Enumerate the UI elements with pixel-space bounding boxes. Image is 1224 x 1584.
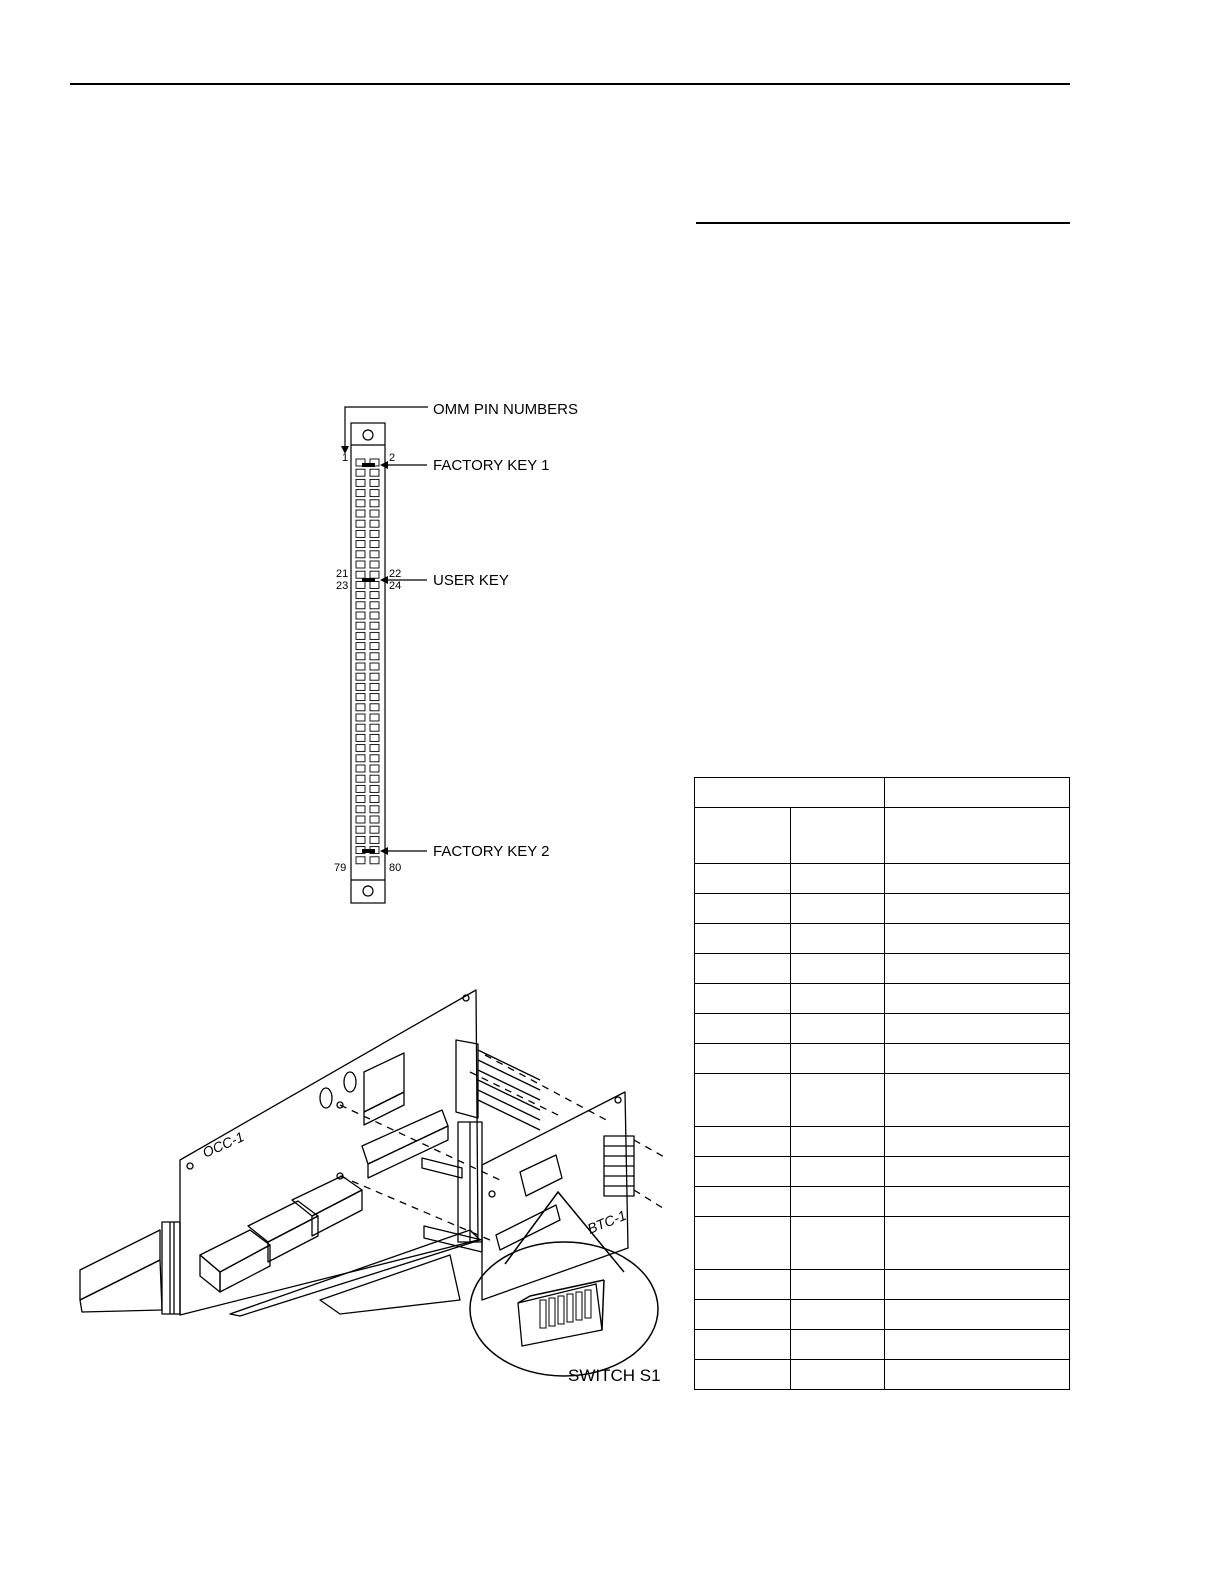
table-row — [695, 864, 1070, 894]
table-cell — [885, 1127, 1070, 1157]
table-cell — [790, 894, 885, 924]
table-row — [695, 1187, 1070, 1217]
table-row — [695, 924, 1070, 954]
table-row — [695, 894, 1070, 924]
table-cell — [885, 1300, 1070, 1330]
pin-label-2: 2 — [389, 452, 396, 464]
table-cell — [790, 1360, 885, 1390]
table-cell — [885, 778, 1070, 808]
table-cell — [885, 1157, 1070, 1187]
table-row — [695, 984, 1070, 1014]
table-cell — [790, 1330, 885, 1360]
table-row — [695, 1330, 1070, 1360]
table-cell — [790, 1074, 885, 1127]
table-cell — [695, 1014, 791, 1044]
table-cell — [695, 1300, 791, 1330]
table-cell — [885, 1014, 1070, 1044]
table-row — [695, 1300, 1070, 1330]
table-row — [695, 1360, 1070, 1390]
table-cell — [695, 864, 791, 894]
table-row — [695, 1044, 1070, 1074]
table-cell — [885, 1330, 1070, 1360]
settings-table-body — [695, 778, 1070, 1390]
table-cell — [695, 778, 885, 808]
table-row — [695, 1074, 1070, 1127]
table-cell — [885, 924, 1070, 954]
table-cell — [695, 1127, 791, 1157]
factory-key-1-label: FACTORY KEY 1 — [433, 457, 550, 474]
table-cell — [790, 1270, 885, 1300]
btc-board-label: BTC-1 — [585, 1206, 629, 1237]
table-cell — [885, 1217, 1070, 1270]
table-row — [695, 778, 1070, 808]
table-cell — [695, 1044, 791, 1074]
table-cell — [790, 1217, 885, 1270]
pin-label-23: 23 — [336, 580, 349, 592]
table-cell — [885, 1044, 1070, 1074]
table-cell — [790, 924, 885, 954]
table-row — [695, 1217, 1070, 1270]
table-cell — [790, 1187, 885, 1217]
table-cell — [790, 1127, 885, 1157]
pin-label-79: 79 — [334, 862, 347, 874]
table-cell — [790, 808, 885, 864]
table-cell — [790, 1300, 885, 1330]
settings-table — [694, 777, 1070, 1390]
pin-label-21: 21 — [336, 568, 349, 580]
user-key-label: USER KEY — [433, 572, 509, 589]
table-cell — [885, 894, 1070, 924]
omm-pin-numbers-label: OMM PIN NUMBERS — [433, 401, 579, 418]
table-cell — [790, 954, 885, 984]
table-row — [695, 954, 1070, 984]
table-cell — [790, 864, 885, 894]
pin-label-22: 22 — [389, 568, 402, 580]
table-cell — [790, 984, 885, 1014]
table-cell — [885, 808, 1070, 864]
factory-key-2-label: FACTORY KEY 2 — [433, 843, 550, 860]
table-cell — [695, 894, 791, 924]
table-cell — [885, 1360, 1070, 1390]
table-cell — [885, 984, 1070, 1014]
table-cell — [695, 1360, 791, 1390]
table-cell — [695, 1187, 791, 1217]
table-cell — [695, 954, 791, 984]
table-row — [695, 808, 1070, 864]
table-cell — [885, 1187, 1070, 1217]
table-cell — [695, 1330, 791, 1360]
table-cell — [695, 1074, 791, 1127]
table-row — [695, 1014, 1070, 1044]
table-cell — [695, 808, 791, 864]
table-row — [695, 1157, 1070, 1187]
table-cell — [695, 1270, 791, 1300]
occ-board-label: OCC-1 — [200, 1128, 247, 1161]
table-cell — [885, 1074, 1070, 1127]
table-row — [695, 1270, 1070, 1300]
table-cell — [695, 924, 791, 954]
table-cell — [885, 954, 1070, 984]
table-cell — [885, 1270, 1070, 1300]
switch-callout-lines — [505, 1192, 624, 1272]
table-cell — [695, 984, 791, 1014]
switch-s1-label: SWITCH S1 — [568, 1366, 661, 1385]
table-cell — [790, 1044, 885, 1074]
table-cell — [885, 864, 1070, 894]
table-cell — [790, 1157, 885, 1187]
table-row — [695, 1127, 1070, 1157]
pin-label-80: 80 — [389, 862, 402, 874]
table-cell — [695, 1157, 791, 1187]
pin-label-24: 24 — [389, 580, 402, 592]
table-cell — [695, 1217, 791, 1270]
table-cell — [790, 1014, 885, 1044]
pin-label-1: 1 — [342, 452, 349, 464]
